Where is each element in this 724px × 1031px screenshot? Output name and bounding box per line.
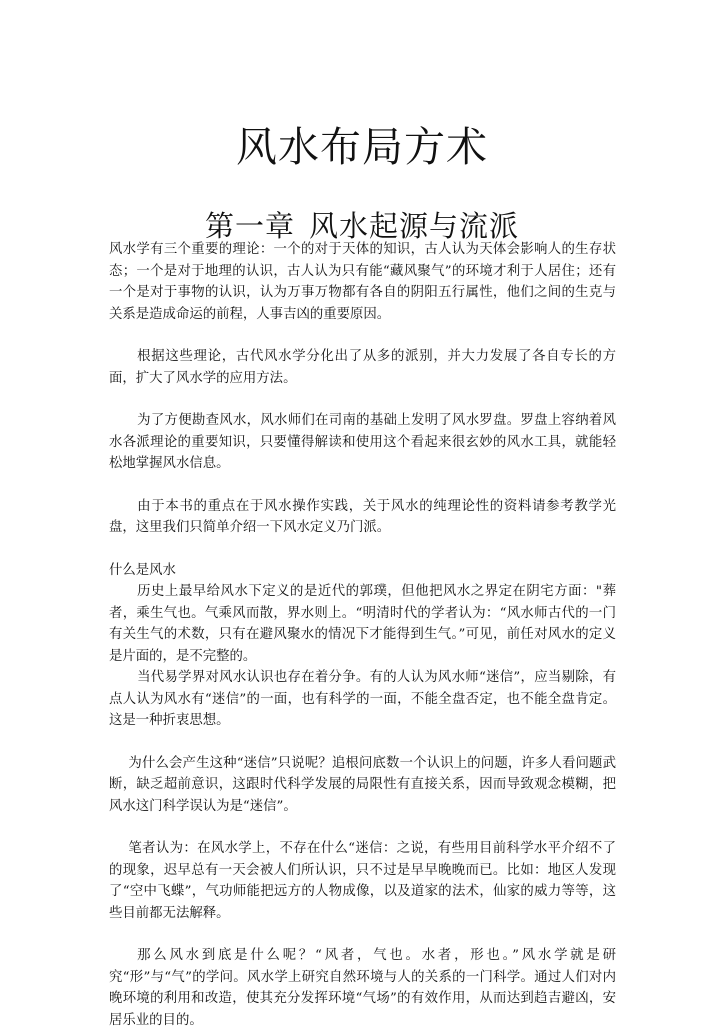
paragraph-history: 历史上最早给风水下定义的是近代的郭璞，但他把风水之界定在阴宅方面："葬者，乘生气也。气乘风而散，界水则上。“明清时代的学者认为：“风水师古代的一门有关生气的术数，只有在避风聚水的情况下才能得到生气。”可见，前任对风水的定义是片面的，是不完整的。 <box>109 584 616 664</box>
document-title: 风水布局方术 <box>236 123 488 172</box>
paragraph-schools: 根据这些理论，古代风水学分化出了从多的派别，并大力发展了各自专长的方面，扩大了风水学的应用方法。 <box>109 349 616 386</box>
chapter-name: 风水起源与流派 <box>309 209 520 244</box>
chapter-number: 第一章 <box>204 209 295 244</box>
document-body <box>109 239 616 1031</box>
paragraph-author-view: 笔者认为：在风水学上，不存在什么“迷信：之说，有些用目前科学水平介绍不了的现象，迟早总有一天会被人们所认识，只不过是早早晚晚而已。比如：地区人发现了“空中飞蝶”，气功师能把远方的人物成像，以及道家的法术，仙家的威力等等，这些目前都无法解释。 <box>109 841 616 921</box>
paragraph-contemporary: 当代易学界对风水认识也存在着分争。有的人认为风水师“迷信”，应当剔除，有点人认为风水有“迷信”的一面，也有科学的一面，不能全盘否定，也不能全盘肯定。这是一种折衷思想。 <box>109 670 616 728</box>
paragraph-compass: 为了方便勘查风水，风水师们在司南的基础上发明了风水罗盘。罗盘上容纳着风水各派理论的重要知识，只要懂得解读和使用这个看起来很玄妙的风水工具，就能轻松地掌握风水信息。 <box>109 413 616 471</box>
paragraph-theories: 风水学有三个重要的理论：一个的对于天体的知识，古人认为天体会影响人的生存状态；一个是对于地理的认识，古人认为只有能“藏风聚气”的环境才利于人居住；还有一个是对于事物的认识，认为万事万物都有各自的阴阳五行属性，他们之间的生克与关系是造成命运的前程，人事吉凶的重要原因。 <box>109 242 616 322</box>
paragraph-why-superstition: 为什么会产生这种“迷信”只说呢？追根问底数一个认识上的问题，许多人看问题武断，缺乏超前意识，这跟时代科学发展的局限性有直接关系，因而导致观念模糊，把风水这门科学误认为是“迷信”。 <box>109 755 616 814</box>
paragraph-focus: 由于本书的重点在于风水操作实践，关于风水的纯理论性的资料请参考教学光盘，这里我们只简单介绍一下风水定义乃门派。 <box>109 498 616 535</box>
section-heading-what-is-fengshui: 什么是风水 <box>109 562 176 578</box>
paragraph-definition: 那么风水到底是什么呢？“风者，气也。水者，形也。”风水学就是研究“形”与“气”的学问。风水学上研究自然环境与人的关系的一门科学。通过人们对内晚环境的利用和改造，使其充分发挥环境“气场”的有效作用，从而达到趋吉避凶，安居乐业的目的。 <box>109 948 616 1028</box>
